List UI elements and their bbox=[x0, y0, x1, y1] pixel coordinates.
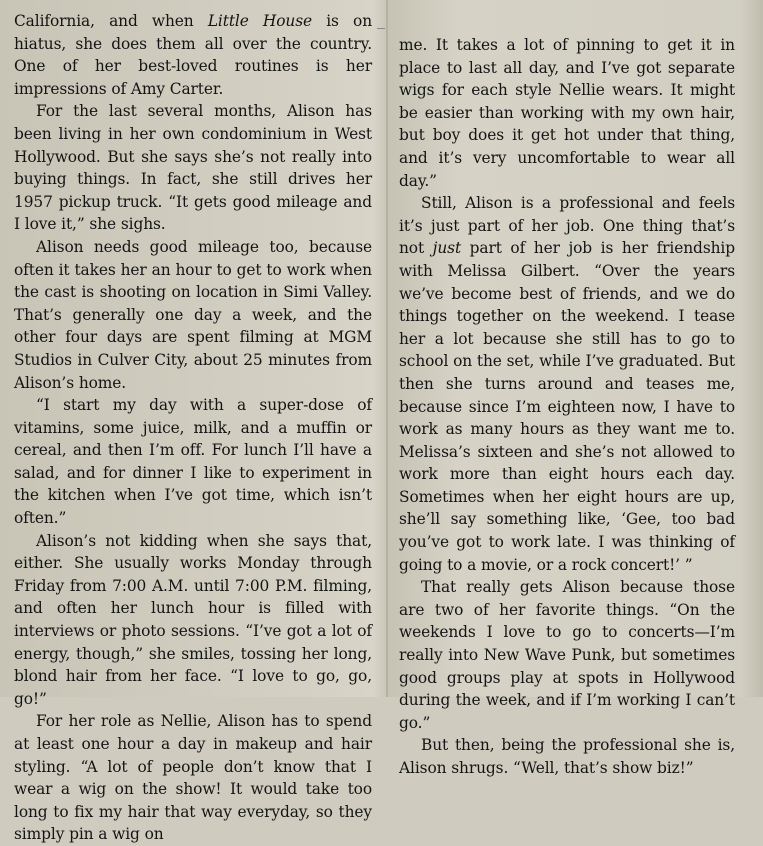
margin-mark bbox=[377, 28, 385, 29]
text-span: part of her job is her friendship with Melissa Gilbert. “Over the years we’ve become best of friends, and we do things together on the weekend. I tease her a lot because she still has to go to school on the set, while I’ve graduated. But then she turns around and teases me, because since I’m eighteen now, I have to work as many hours as they want me to. Melissa’s sixteen and she’s not allowed to work more than eight hours each day. Sometimes when her eight hours are up, she’ll say something like, ‘Gee, too bad you’ve got to work late. I was thinking of going to a movie, or a rock concert!’ ” bbox=[399, 239, 735, 574]
paragraph: me. It takes a lot of pinning to get it in place to last all day, and I’ve got separate wigs for each style Nellie wears. It might be easier than working with my own hair, but boy does it get hot under that thing, and it’s very uncomfortable to wear all day.” bbox=[399, 36, 735, 190]
paragraph: For her role as Nellie, Alison has to spend at least one hour a day in makeup and hair styling. “A lot of people don’t know that I wear a wig on the show! It would take too long to fix my hair that way everyday, so they simply pin a wig on bbox=[14, 712, 372, 844]
show-title: Little House bbox=[207, 12, 313, 30]
text-span: is on hiatus, she does them all over the country. One of her best-loved routines is her impressions of Amy Carter. bbox=[14, 12, 373, 98]
text-span: California, and when bbox=[14, 12, 208, 30]
paragraph: For the last several months, Alison has been living in her own condominium in West Hollywood. But she says she’s not really into buying things. In fact, she still drives her 1957 pickup truck. “It gets good mileage and I love it,” she sighs. bbox=[14, 102, 372, 234]
page-edge-shadow bbox=[741, 0, 763, 697]
paragraph: “I start my day with a super-dose of vitamins, some juice, milk, and a muffin or cereal, and then I’m off. For lunch I’ll have a salad, and for dinner I like to experiment in the kitchen when I’ve got time, which isn’t often.” bbox=[14, 396, 372, 528]
paragraph: Alison’s not kidding when she says that, either. She usually works Monday through Friday from 7:00 A.M. until 7:00 P.M. filming, and often her lunch hour is filled with interviews or photo sessions. “I’ve got a lot of energy, though,” she smiles, tossing her long, blond hair from her face. “I love to go, go, go!” bbox=[14, 531, 372, 708]
paragraph: That really gets Alison because those are two of her favorite things. “On the weekends I love to go to concerts—I’m really into New Wave Punk, but sometimes good groups play at spots in Hollywood during the week, and if I’m working I can’t go.” bbox=[399, 578, 735, 732]
right-column bbox=[399, 34, 735, 780]
left-column bbox=[14, 10, 372, 846]
paragraph: Alison needs good mileage too, because often it takes her an hour to get to work when the cast is shooting on location in Simi Valley. That’s generally one day a week, and the other four days are spent filming at MGM Studios in Culver City, about 25 minutes from Alison’s home. bbox=[14, 237, 372, 392]
emphasis: just bbox=[432, 239, 462, 258]
column-gutter bbox=[386, 0, 388, 697]
paragraph bbox=[14, 10, 372, 100]
paragraph bbox=[399, 192, 735, 576]
text-span: Still, Alison is a professional and feels it’s just part of her job. One thing that’s not bbox=[399, 194, 735, 258]
paragraph: But then, being the professional she is, Alison shrugs. “Well, that’s show biz!” bbox=[399, 736, 735, 777]
